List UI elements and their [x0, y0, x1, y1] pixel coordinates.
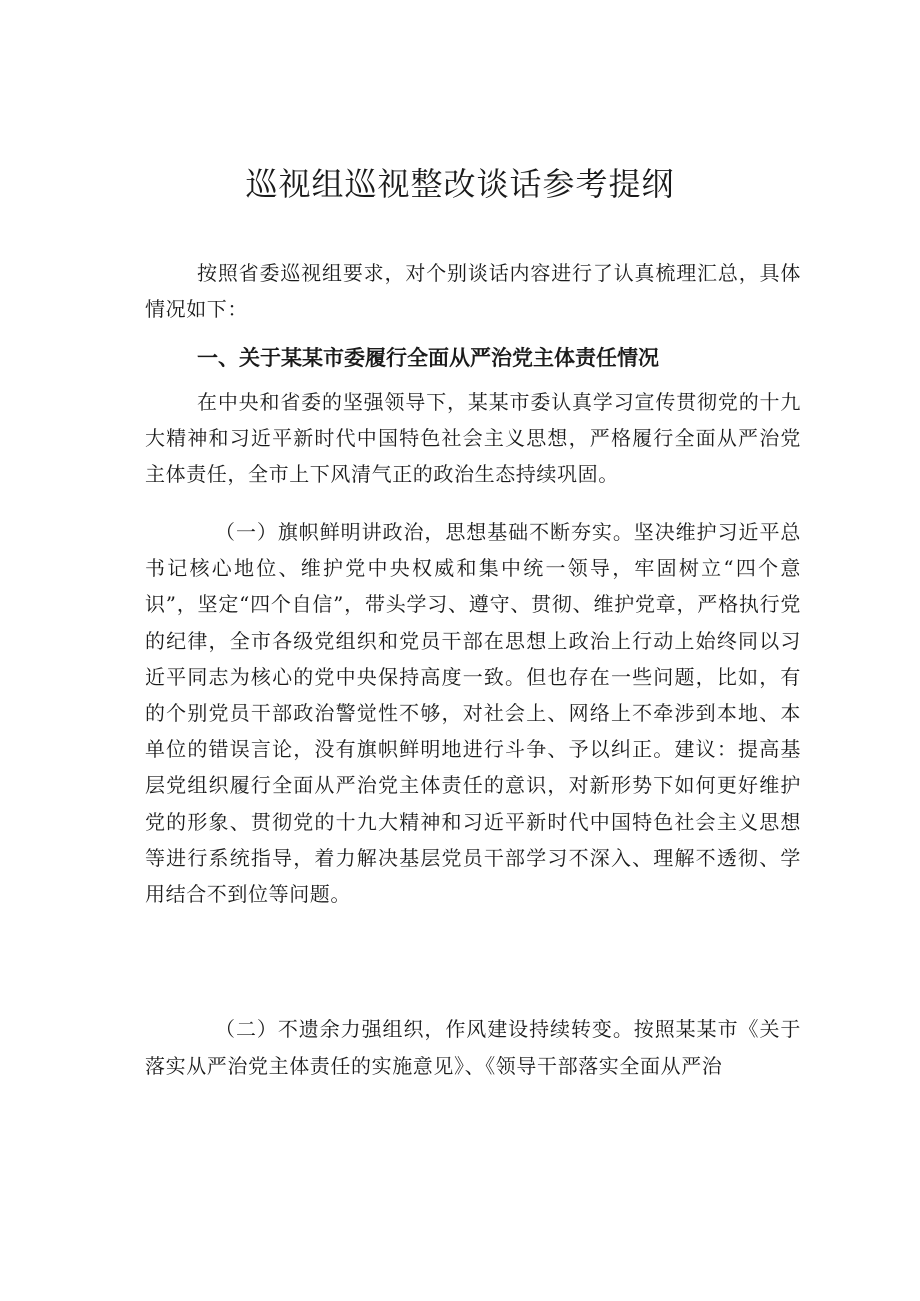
section-lead-paragraph: 在中央和省委的坚强领导下，某某市委认真学习宣传贯彻党的十九大精神和习近平新时代中国特色社会主义思想，严格履行全面从严治党主体责任，全市上下风清气正的政治生态持续巩固。 — [145, 390, 801, 486]
item-two-paragraph — [145, 1011, 801, 1085]
document-title: 巡视组巡视整改谈话参考提纲 — [245, 165, 675, 203]
intro-paragraph: 按照省委巡视组要求，对个别谈话内容进行了认真梳理汇总，具体情况如下： — [145, 261, 801, 321]
item-two-text: （二）不遗余力强组织，作风建设持续转变。按照某某市《关于落实从严治党主体责任的实施意见》、《领导干部落实全面从严治 — [145, 1017, 801, 1078]
section-heading: 一、关于某某市委履行全面从严治党主体责任情况 — [197, 346, 659, 370]
item-one-paragraph — [145, 514, 801, 912]
item-one-text: （一）旗帜鲜明讲政治，思想基础不断夯实。坚决维护习近平总书记核心地位、维护党中央权威和集中统一领导，牢固树立“四个意识”，坚定“四个自信”，带头学习、遵守、贯彻、维护党章，严格执行党的纪律，全市各级党组织和党员干部在思想上政治上行动上始终同以习近平同志为核心的党中央保持高度一致。但也存在一些问题，比如，有的个别党员干部政治警觉性不够，对社会上、网络上不牵涉到本地、本单位的错误言论，没有旗帜鲜明地进行斗争、予以纠正。建议：提高基层党组织履行全面从严治党主体责任的意识，对新形势下如何更好维护党的形象、贯彻党的十九大精神和习近平新时代中国特色社会主义思想等进行系统指导，着力解决基层党员干部学习不深入、理解不透彻、学用结合不到位等问题。 — [145, 520, 801, 907]
